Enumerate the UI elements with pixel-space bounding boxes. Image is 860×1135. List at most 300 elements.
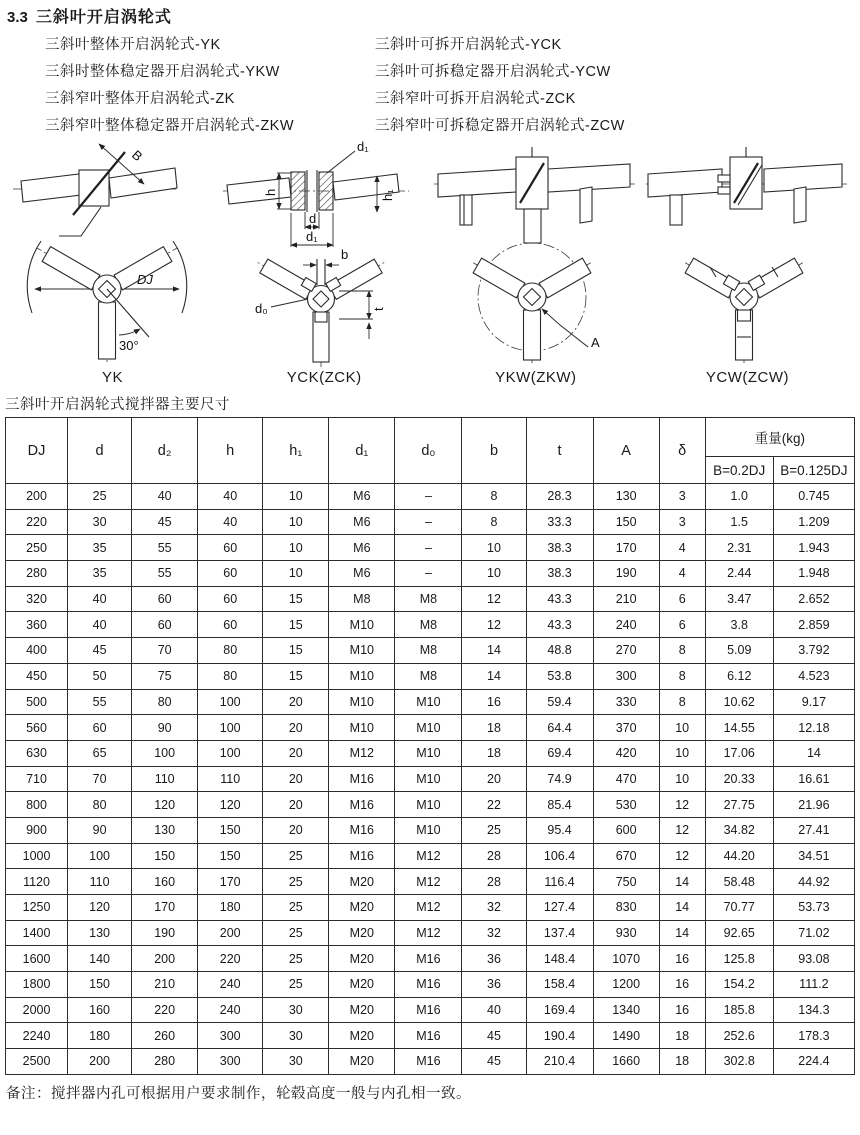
table-cell: 1660 <box>593 1049 659 1075</box>
table-cell: 1490 <box>593 1023 659 1049</box>
table-cell: 60 <box>198 612 263 638</box>
table-cell: 1400 <box>6 920 68 946</box>
table-cell: 71.02 <box>773 920 854 946</box>
table-cell: 80 <box>198 663 263 689</box>
table-cell: 2.859 <box>773 612 854 638</box>
table-cell: 12 <box>659 792 705 818</box>
yck-section-view <box>223 139 409 247</box>
table-cell: 40 <box>462 997 526 1023</box>
table-cell: 45 <box>462 1023 526 1049</box>
table-cell: 25 <box>263 869 329 895</box>
figure-yk <box>7 139 218 391</box>
table-cell: 300 <box>593 663 659 689</box>
table-cell: 210 <box>593 586 659 612</box>
figure-ycw <box>642 139 853 391</box>
table-cell: 5.09 <box>705 638 773 664</box>
table-cell: 150 <box>198 817 263 843</box>
table-cell: 60 <box>132 612 198 638</box>
table-cell: 30 <box>263 1049 329 1075</box>
table-cell: 15 <box>263 663 329 689</box>
table-cell: 1070 <box>593 946 659 972</box>
table-cell: 44.20 <box>705 843 773 869</box>
table-cell: M20 <box>329 895 395 921</box>
table-row <box>6 689 855 715</box>
table-cell: M8 <box>395 612 462 638</box>
table-cell: 30 <box>263 997 329 1023</box>
table-cell: 2240 <box>6 1023 68 1049</box>
table-cell: 14 <box>659 869 705 895</box>
table-cell: 252.6 <box>705 1023 773 1049</box>
table-cell: M20 <box>329 920 395 946</box>
col-header-dj: DJ <box>6 418 68 484</box>
table-cell: 59.4 <box>526 689 593 715</box>
table-row <box>6 843 855 869</box>
table-cell: M8 <box>395 663 462 689</box>
table-cell: 70 <box>132 638 198 664</box>
table-cell: 200 <box>132 946 198 972</box>
table-cell: 240 <box>593 612 659 638</box>
table-cell: 1120 <box>6 869 68 895</box>
table-cell: M8 <box>395 586 462 612</box>
col-header-weight-group: 重量(kg) <box>705 418 854 457</box>
table-cell: 170 <box>132 895 198 921</box>
table-cell: M16 <box>395 1023 462 1049</box>
table-cell: 75 <box>132 663 198 689</box>
table-cell: 10 <box>263 535 329 561</box>
table-cell: 180 <box>68 1023 132 1049</box>
table-cell: 140 <box>68 946 132 972</box>
table-cell: 3.47 <box>705 586 773 612</box>
table-cell: 130 <box>68 920 132 946</box>
label-b: b <box>340 247 348 262</box>
table-cell: 18 <box>659 1049 705 1075</box>
table-cell: 930 <box>593 920 659 946</box>
table-cell: 80 <box>68 792 132 818</box>
table-cell: 60 <box>198 586 263 612</box>
table-cell: 2.31 <box>705 535 773 561</box>
table-cell: M20 <box>329 946 395 972</box>
type-item: 三斜窄叶整体开启涡轮式-ZK <box>45 91 235 107</box>
table-cell: 25 <box>263 920 329 946</box>
table-cell: M10 <box>395 817 462 843</box>
table-cell: 530 <box>593 792 659 818</box>
table-cell: M10 <box>329 663 395 689</box>
table-cell: 158.4 <box>526 972 593 998</box>
table-cell: 28.3 <box>526 484 593 510</box>
table-cell: 1000 <box>6 843 68 869</box>
figure-caption: YK <box>101 369 123 386</box>
table-cell: 14 <box>659 895 705 921</box>
table-cell: 40 <box>68 586 132 612</box>
table-cell: 1.0 <box>705 484 773 510</box>
table-cell: 14 <box>462 663 526 689</box>
table-cell: 178.3 <box>773 1023 854 1049</box>
table-cell: 100 <box>198 715 263 741</box>
table-cell: 8 <box>462 484 526 510</box>
table-cell: M12 <box>395 869 462 895</box>
table-cell: 100 <box>198 740 263 766</box>
table-cell: 127.4 <box>526 895 593 921</box>
table-cell: 10 <box>659 715 705 741</box>
table-cell: 40 <box>68 612 132 638</box>
label-d: d <box>308 211 316 226</box>
table-cell: 110 <box>198 766 263 792</box>
table-cell: 6.12 <box>705 663 773 689</box>
table-cell: 2000 <box>6 997 68 1023</box>
table-cell: 27.75 <box>705 792 773 818</box>
table-cell: M16 <box>395 972 462 998</box>
table-row <box>6 663 855 689</box>
table-cell: 34.51 <box>773 843 854 869</box>
table-cell: 16.61 <box>773 766 854 792</box>
table-cell: M12 <box>395 920 462 946</box>
type-item: 三斜叶可拆稳定器开启涡轮式-YCW <box>375 64 611 80</box>
table-cell: 280 <box>6 561 68 587</box>
table-cell: 10 <box>263 509 329 535</box>
table-cell: 280 <box>132 1049 198 1075</box>
table-cell: 60 <box>198 535 263 561</box>
table-cell: M12 <box>329 740 395 766</box>
table-cell: M20 <box>329 869 395 895</box>
type-list <box>45 33 855 135</box>
table-cell: M10 <box>329 638 395 664</box>
table-cell: 53.73 <box>773 895 854 921</box>
table-cell: 1.943 <box>773 535 854 561</box>
table-cell: M16 <box>395 946 462 972</box>
table-cell: 12 <box>659 817 705 843</box>
table-cell: 70.77 <box>705 895 773 921</box>
table-cell: 69.4 <box>526 740 593 766</box>
table-cell: 1.948 <box>773 561 854 587</box>
table-cell: 25 <box>462 817 526 843</box>
drawings-row <box>5 139 855 391</box>
table-cell: 12.18 <box>773 715 854 741</box>
ykw-plan-view <box>472 243 600 363</box>
table-cell: M20 <box>329 997 395 1023</box>
table-cell: 4 <box>659 561 705 587</box>
table-cell: 20 <box>263 689 329 715</box>
table-cell: M6 <box>329 561 395 587</box>
table-cell: 100 <box>198 689 263 715</box>
type-item: 三斜时整体稳定器开启涡轮式-YKW <box>45 64 280 80</box>
table-cell: 150 <box>132 843 198 869</box>
table-cell: 1340 <box>593 997 659 1023</box>
table-cell: 3.8 <box>705 612 773 638</box>
table-cell: 20 <box>263 792 329 818</box>
table-cell: 55 <box>132 535 198 561</box>
table-cell: 12 <box>462 586 526 612</box>
col-header-weight-b0125: B=0.125DJ <box>773 457 854 484</box>
table-cell: M20 <box>329 972 395 998</box>
table-row <box>6 612 855 638</box>
table-cell: 10 <box>462 561 526 587</box>
table-cell: M10 <box>329 612 395 638</box>
table-cell: M12 <box>395 895 462 921</box>
table-cell: M6 <box>329 535 395 561</box>
table-cell: 40 <box>132 484 198 510</box>
table-cell: 800 <box>6 792 68 818</box>
table-cell: 170 <box>198 869 263 895</box>
table-cell: 170 <box>593 535 659 561</box>
label-d1-top: d₁ <box>356 139 369 154</box>
table-cell: 150 <box>198 843 263 869</box>
table-cell: M16 <box>395 1049 462 1075</box>
table-cell: 330 <box>593 689 659 715</box>
table-cell: 154.2 <box>705 972 773 998</box>
yk-plan-view <box>27 241 187 365</box>
table-row <box>6 1023 855 1049</box>
table-cell: 116.4 <box>526 869 593 895</box>
table-cell: M10 <box>395 740 462 766</box>
table-cell: 2.652 <box>773 586 854 612</box>
ycw-side-view <box>646 147 847 225</box>
table-cell: 14 <box>659 920 705 946</box>
table-cell: 600 <box>593 817 659 843</box>
table-cell: 130 <box>593 484 659 510</box>
table-row <box>6 946 855 972</box>
table-cell: 28 <box>462 843 526 869</box>
table-row <box>6 586 855 612</box>
table-cell: 137.4 <box>526 920 593 946</box>
table-cell: 200 <box>198 920 263 946</box>
table-cell: 10 <box>263 484 329 510</box>
col-header-d1: d₁ <box>329 418 395 484</box>
table-cell: 35 <box>68 535 132 561</box>
table-cell: M12 <box>395 843 462 869</box>
table-cell: 20 <box>263 715 329 741</box>
table-cell: 220 <box>6 509 68 535</box>
table-cell: 95.4 <box>526 817 593 843</box>
col-header-a: A <box>593 418 659 484</box>
table-cell: 90 <box>68 817 132 843</box>
label-t: t <box>370 307 386 311</box>
table-row <box>6 869 855 895</box>
yck-plan-view <box>255 247 386 367</box>
table-cell: 18 <box>659 1023 705 1049</box>
table-cell: M16 <box>329 843 395 869</box>
table-cell: 25 <box>263 972 329 998</box>
label-d0: d₀ <box>254 301 268 316</box>
table-cell: 25 <box>263 843 329 869</box>
table-cell: 150 <box>68 972 132 998</box>
table-row <box>6 715 855 741</box>
table-cell: 169.4 <box>526 997 593 1023</box>
table-cell: 38.3 <box>526 561 593 587</box>
table-row <box>6 766 855 792</box>
table-cell: M20 <box>329 1049 395 1075</box>
table-cell: 30 <box>68 509 132 535</box>
label-A: A <box>591 335 600 350</box>
table-cell: 100 <box>132 740 198 766</box>
table-cell: 8 <box>659 663 705 689</box>
table-cell: 22 <box>462 792 526 818</box>
col-header-h1: h₁ <box>263 418 329 484</box>
table-cell: 10 <box>263 561 329 587</box>
table-header <box>6 418 855 484</box>
table-cell: 27.41 <box>773 817 854 843</box>
table-cell: M16 <box>329 817 395 843</box>
section-heading <box>5 4 855 27</box>
table-body <box>6 484 855 1075</box>
table-cell: 560 <box>6 715 68 741</box>
table-cell: 220 <box>132 997 198 1023</box>
table-cell: M10 <box>395 766 462 792</box>
table-cell: 55 <box>68 689 132 715</box>
table-title: 三斜叶开启涡轮式搅拌器主要尺寸 <box>5 397 230 413</box>
table-cell: 210.4 <box>526 1049 593 1075</box>
table-cell: 150 <box>593 509 659 535</box>
table-cell: 4.523 <box>773 663 854 689</box>
table-cell: M10 <box>395 689 462 715</box>
table-cell: 360 <box>6 612 68 638</box>
table-cell: 60 <box>68 715 132 741</box>
table-cell: 900 <box>6 817 68 843</box>
table-cell: 20 <box>263 817 329 843</box>
table-cell: 1800 <box>6 972 68 998</box>
table-cell: 1200 <box>593 972 659 998</box>
table-cell: 710 <box>6 766 68 792</box>
figure-caption: YCK(ZCK) <box>286 369 362 386</box>
table-cell: 18 <box>462 715 526 741</box>
table-cell: M6 <box>329 509 395 535</box>
table-cell: 270 <box>593 638 659 664</box>
table-cell: 80 <box>132 689 198 715</box>
table-row <box>6 972 855 998</box>
col-header-h: h <box>198 418 263 484</box>
section-number: 3.3 <box>7 9 28 26</box>
table-cell: 34.82 <box>705 817 773 843</box>
table-cell: 10 <box>659 766 705 792</box>
table-cell: 25 <box>263 895 329 921</box>
table-cell: 35 <box>68 561 132 587</box>
table-cell: 6 <box>659 612 705 638</box>
label-h: h <box>262 188 278 196</box>
footnote: 备注：搅拌器内孔可根据用户要求制作，轮毂高度一般与内孔相一致。 <box>6 1085 471 1102</box>
table-cell: 3 <box>659 484 705 510</box>
table-cell: – <box>395 535 462 561</box>
table-cell: 100 <box>68 843 132 869</box>
table-cell: 4 <box>659 535 705 561</box>
table-cell: 14 <box>773 740 854 766</box>
table-cell: 302.8 <box>705 1049 773 1075</box>
table-cell: 200 <box>68 1049 132 1075</box>
table-cell: 130 <box>132 817 198 843</box>
label-DJ: DJ <box>137 272 153 287</box>
table-cell: 224.4 <box>773 1049 854 1075</box>
table-cell: 36 <box>462 972 526 998</box>
table-cell: 10 <box>659 740 705 766</box>
table-cell: M10 <box>395 715 462 741</box>
table-row <box>6 561 855 587</box>
col-header-t: t <box>526 418 593 484</box>
table-cell: 28 <box>462 869 526 895</box>
table-cell: 420 <box>593 740 659 766</box>
yk-side-view <box>13 144 179 236</box>
table-cell: 20.33 <box>705 766 773 792</box>
table-row <box>6 997 855 1023</box>
table-cell: 3 <box>659 509 705 535</box>
table-cell: 240 <box>198 997 263 1023</box>
table-cell: 16 <box>659 946 705 972</box>
table-cell: M10 <box>329 689 395 715</box>
type-item: 三斜叶可拆开启涡轮式-YCK <box>375 37 562 53</box>
table-cell: 190.4 <box>526 1023 593 1049</box>
table-cell: 160 <box>68 997 132 1023</box>
table-cell: 750 <box>593 869 659 895</box>
table-cell: 45 <box>462 1049 526 1075</box>
table-cell: 33.3 <box>526 509 593 535</box>
table-cell: M16 <box>329 766 395 792</box>
table-cell: 470 <box>593 766 659 792</box>
table-row <box>6 792 855 818</box>
table-cell: 53.8 <box>526 663 593 689</box>
table-cell: M10 <box>329 715 395 741</box>
label-h1: h₁ <box>379 189 395 201</box>
table-cell: 70 <box>68 766 132 792</box>
table-row <box>6 895 855 921</box>
table-cell: 8 <box>659 689 705 715</box>
table-cell: 1.209 <box>773 509 854 535</box>
table-cell: 250 <box>6 535 68 561</box>
col-header-weight-b02: B=0.2DJ <box>705 457 773 484</box>
table-cell: 18 <box>462 740 526 766</box>
figure-caption: YKW(ZKW) <box>495 369 577 386</box>
ycw-plan-view <box>684 258 804 363</box>
table-cell: 55 <box>132 561 198 587</box>
table-cell: M8 <box>395 638 462 664</box>
table-row <box>6 920 855 946</box>
table-cell: 500 <box>6 689 68 715</box>
label-d1-bottom: d₁ <box>305 229 318 244</box>
table-cell: 2.44 <box>705 561 773 587</box>
table-cell: 64.4 <box>526 715 593 741</box>
table-cell: 220 <box>198 946 263 972</box>
label-angle-30: 30° <box>119 338 139 353</box>
col-header-d2: d₂ <box>132 418 198 484</box>
table-cell: 60 <box>198 561 263 587</box>
table-cell: 65 <box>68 740 132 766</box>
table-cell: 106.4 <box>526 843 593 869</box>
table-cell: 20 <box>263 766 329 792</box>
table-cell: 450 <box>6 663 68 689</box>
table-cell: 14.55 <box>705 715 773 741</box>
table-row <box>6 484 855 510</box>
table-cell: 15 <box>263 638 329 664</box>
table-cell: 240 <box>198 972 263 998</box>
table-cell: 40 <box>198 509 263 535</box>
table-cell: – <box>395 509 462 535</box>
table-row <box>6 817 855 843</box>
table-cell: 260 <box>132 1023 198 1049</box>
table-cell: M20 <box>329 1023 395 1049</box>
type-item: 三斜窄叶可拆开启涡轮式-ZCK <box>375 91 576 107</box>
label-B: B <box>128 147 146 165</box>
table-cell: 125.8 <box>705 946 773 972</box>
table-cell: 60 <box>132 586 198 612</box>
type-item: 三斜叶整体开启涡轮式-YK <box>45 37 221 53</box>
table-cell: 20 <box>263 740 329 766</box>
table-cell: 12 <box>659 843 705 869</box>
table-cell: 36 <box>462 946 526 972</box>
table-cell: 830 <box>593 895 659 921</box>
table-cell: 9.17 <box>773 689 854 715</box>
table-cell: 6 <box>659 586 705 612</box>
table-cell: 8 <box>462 509 526 535</box>
table-cell: 80 <box>198 638 263 664</box>
yk-drawing <box>7 139 218 369</box>
ycw-drawing <box>642 139 853 369</box>
table-cell: 90 <box>132 715 198 741</box>
